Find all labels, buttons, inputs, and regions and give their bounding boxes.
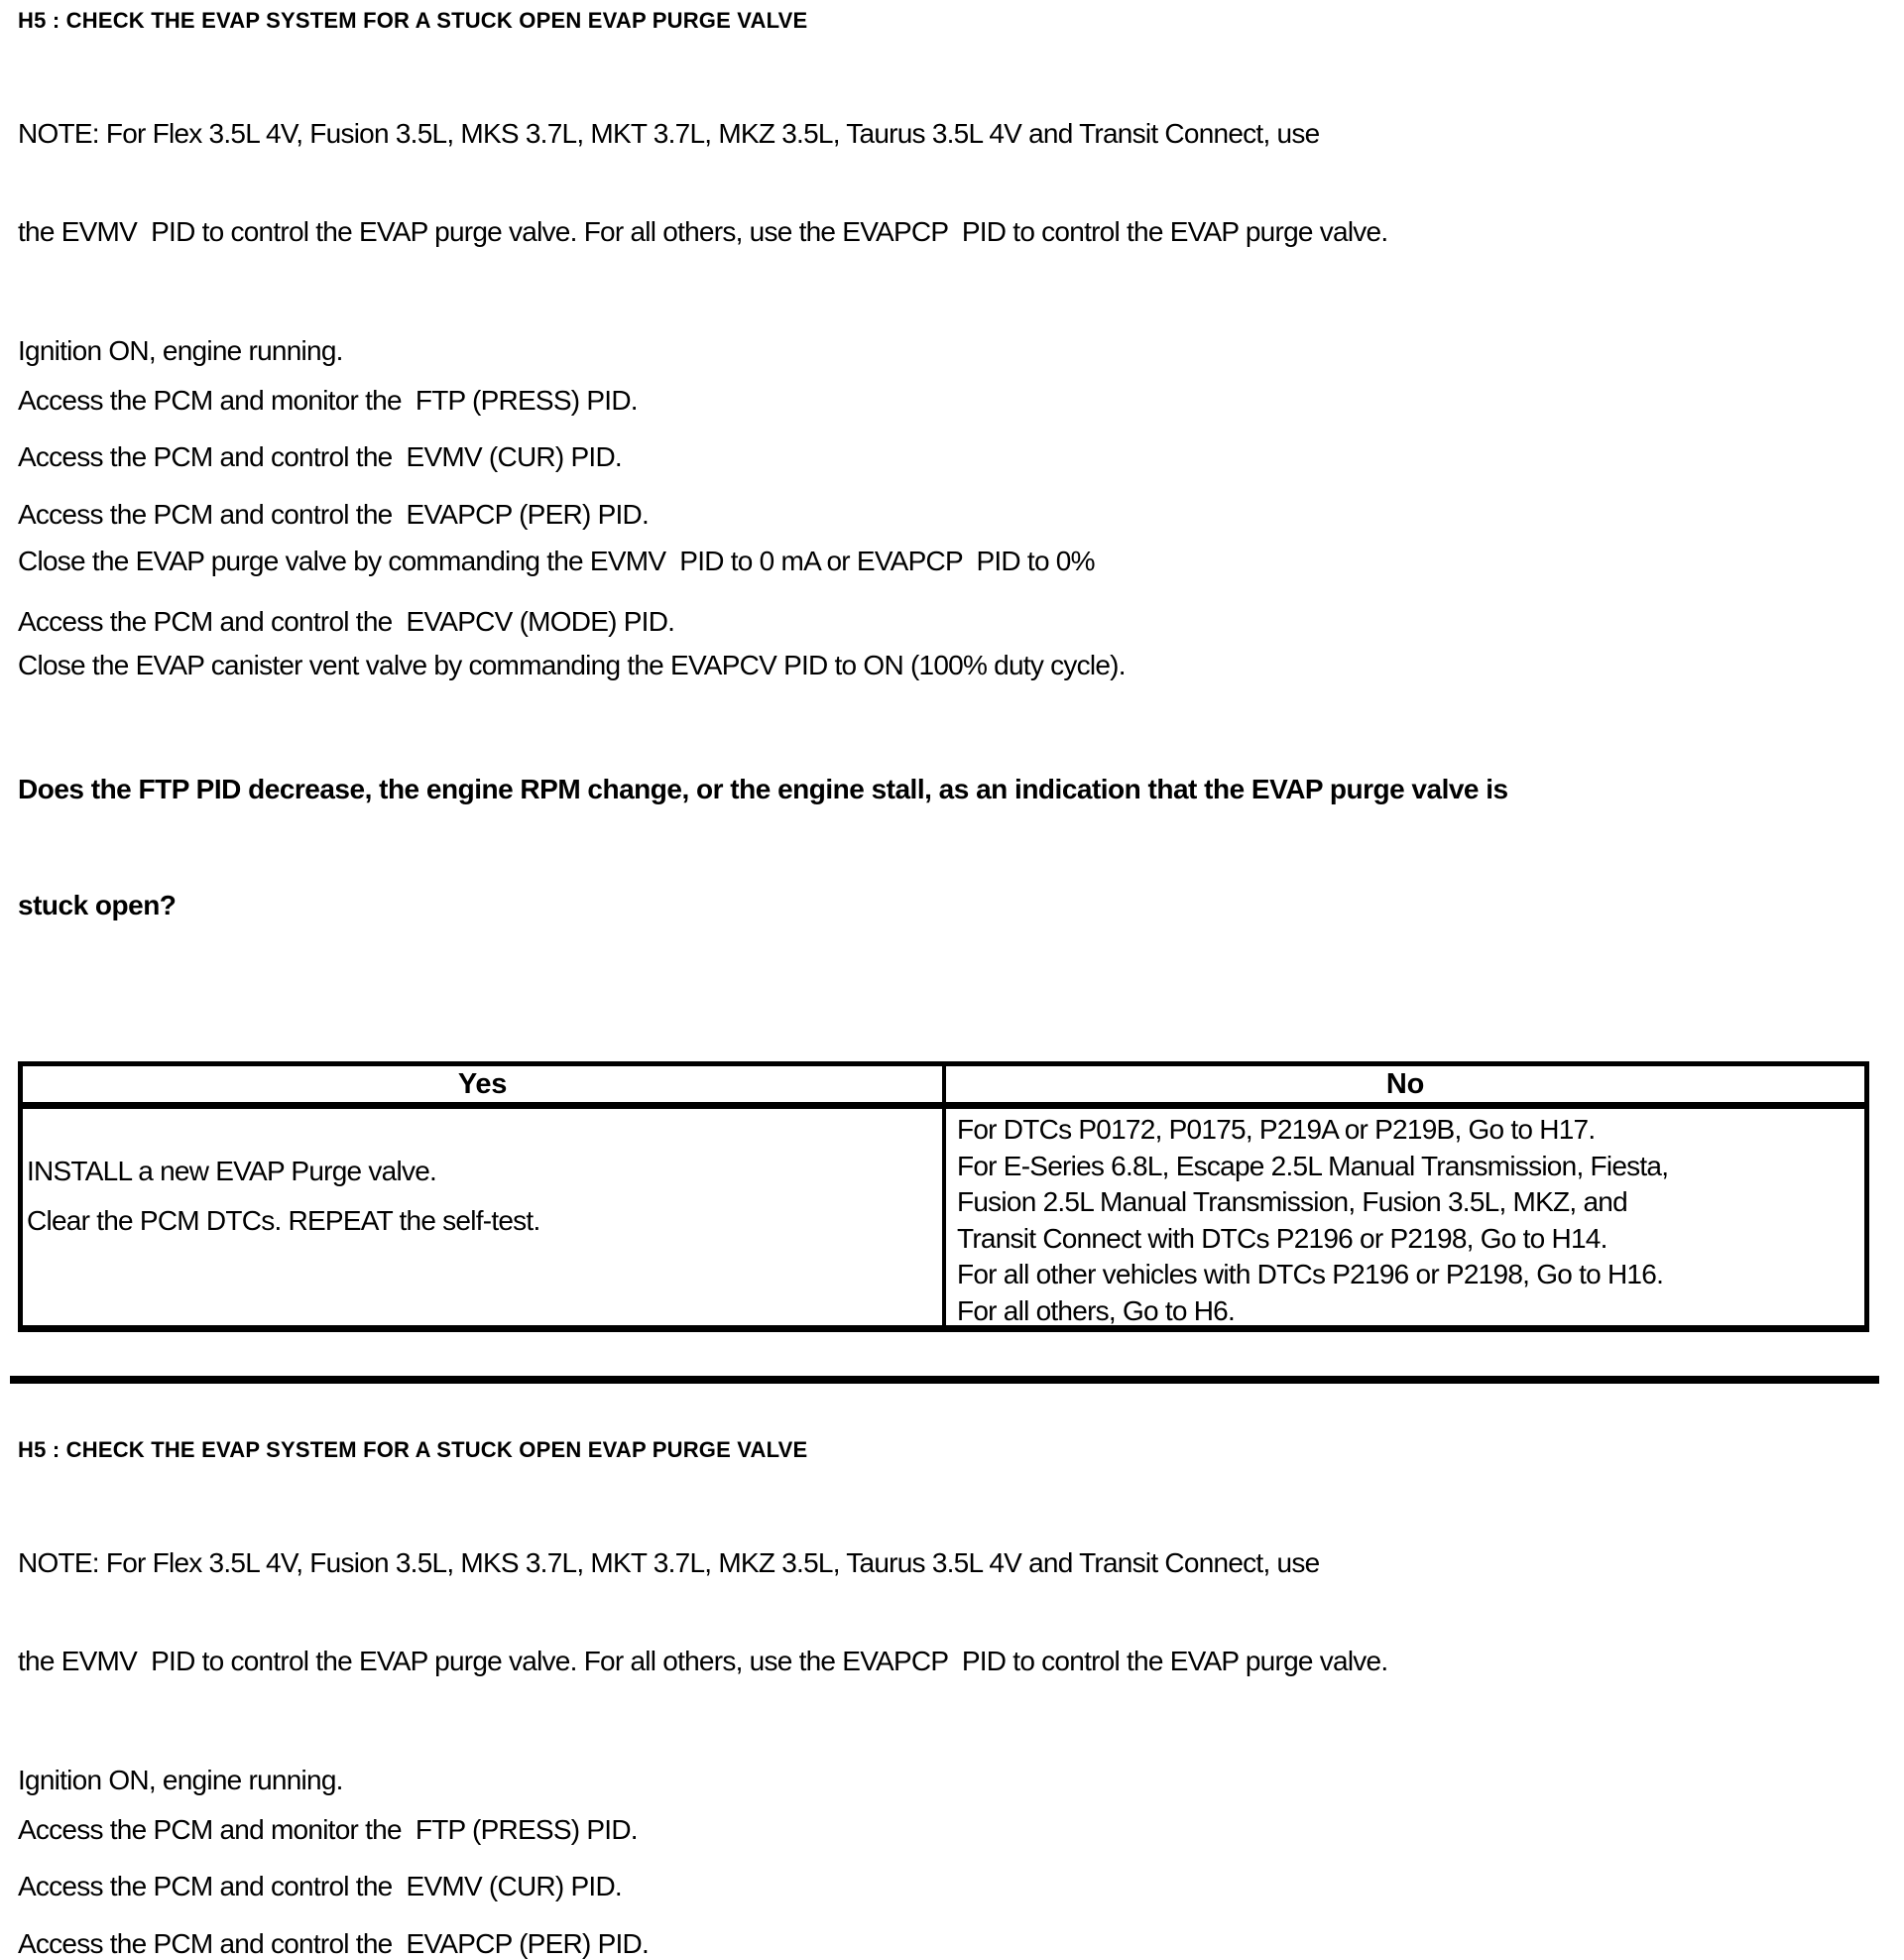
yes-column-header: Yes: [457, 1068, 508, 1100]
note-line-2: the EVMV PID to control the EVAP purge valve. For all others, use the EVAPCP PID to control the EVAP purge valve.: [18, 216, 1388, 247]
note-text: [18, 1481, 1904, 1743]
procedure-step: Access the PCM and control the EVMV (CUR) PID.: [18, 1871, 622, 1901]
yes-cell-line: Clear the PCM DTCs. REPEAT the self-test.: [27, 1205, 540, 1236]
procedure-step: Ignition ON, engine running.: [18, 335, 343, 366]
note-line-1: NOTE: For Flex 3.5L 4V, Fusion 3.5L, MKS 3.7L, MKT 3.7L, MKZ 3.5L, Taurus 3.5L 4V and Transit Connect, use: [18, 1547, 1320, 1578]
procedure-step: Close the EVAP canister vent valve by commanding the EVAPCV PID to ON (100% duty cycle).: [18, 650, 1126, 680]
no-cell-line: Transit Connect with DTCs P2196 or P2198, Go to H14.: [957, 1222, 1607, 1254]
procedure-step: Ignition ON, engine running.: [18, 1765, 343, 1795]
no-column-header: No: [942, 1066, 1864, 1102]
procedure-step: Close the EVAP purge valve by commanding the EVMV PID to 0 mA or EVAPCP PID to 0%: [18, 546, 1095, 576]
question-line-2: stuck open?: [18, 890, 177, 920]
procedure-step: Access the PCM and control the EVAPCP (PER) PID.: [18, 1928, 650, 1959]
yes-cell-line: INSTALL a new EVAP Purge valve.: [27, 1156, 437, 1186]
procedure-step: Access the PCM and monitor the FTP (PRESS) PID.: [18, 1814, 638, 1845]
section-divider-rule: [10, 1376, 1879, 1384]
no-cell-line: For DTCs P0172, P0175, P219A or P219B, Go to H17.: [957, 1114, 1596, 1145]
decision-question: [18, 692, 1904, 1002]
decision-table-body-row: [23, 1109, 1864, 1325]
pinpoint-test-section-1: [18, 8, 1904, 1332]
no-cell-line: For E-Series 6.8L, Escape 2.5L Manual Transmission, Fiesta,: [957, 1150, 1669, 1181]
question-line-1: Does the FTP PID decrease, the engine RPM change, or the engine stall, as an indication that the EVAP purge valve is: [18, 774, 1508, 804]
pinpoint-test-section-2: [18, 1437, 1904, 1960]
note-line-1: NOTE: For Flex 3.5L 4V, Fusion 3.5L, MKS 3.7L, MKT 3.7L, MKZ 3.5L, Taurus 3.5L 4V and Transit Connect, use: [18, 118, 1320, 149]
section-heading: H5 : CHECK THE EVAP SYSTEM FOR A STUCK OPEN EVAP PURGE VALVE: [18, 1437, 808, 1462]
decision-table: [18, 1061, 1869, 1332]
no-action-cell: [942, 1109, 1864, 1325]
no-cell-line: Fusion 2.5L Manual Transmission, Fusion 3.5L, MKZ, and: [957, 1186, 1627, 1217]
procedure-step: Access the PCM and control the EVAPCV (MODE) PID.: [18, 606, 675, 637]
no-cell-line: For all other vehicles with DTCs P2196 or P2198, Go to H16.: [957, 1259, 1664, 1289]
procedure-step: Access the PCM and control the EVAPCP (PER) PID.: [18, 499, 650, 530]
section-heading: H5 : CHECK THE EVAP SYSTEM FOR A STUCK OPEN EVAP PURGE VALVE: [18, 8, 808, 33]
decision-table-header-row: [23, 1066, 1864, 1109]
procedure-step: Access the PCM and monitor the FTP (PRESS) PID.: [18, 385, 638, 416]
note-line-2: the EVMV PID to control the EVAP purge valve. For all others, use the EVAPCP PID to control the EVAP purge valve.: [18, 1646, 1388, 1676]
procedure-step: Access the PCM and control the EVMV (CUR) PID.: [18, 441, 622, 472]
no-cell-line: For all others, Go to H6.: [957, 1294, 1236, 1326]
note-text: [18, 52, 1904, 313]
yes-action-cell: [23, 1109, 942, 1325]
